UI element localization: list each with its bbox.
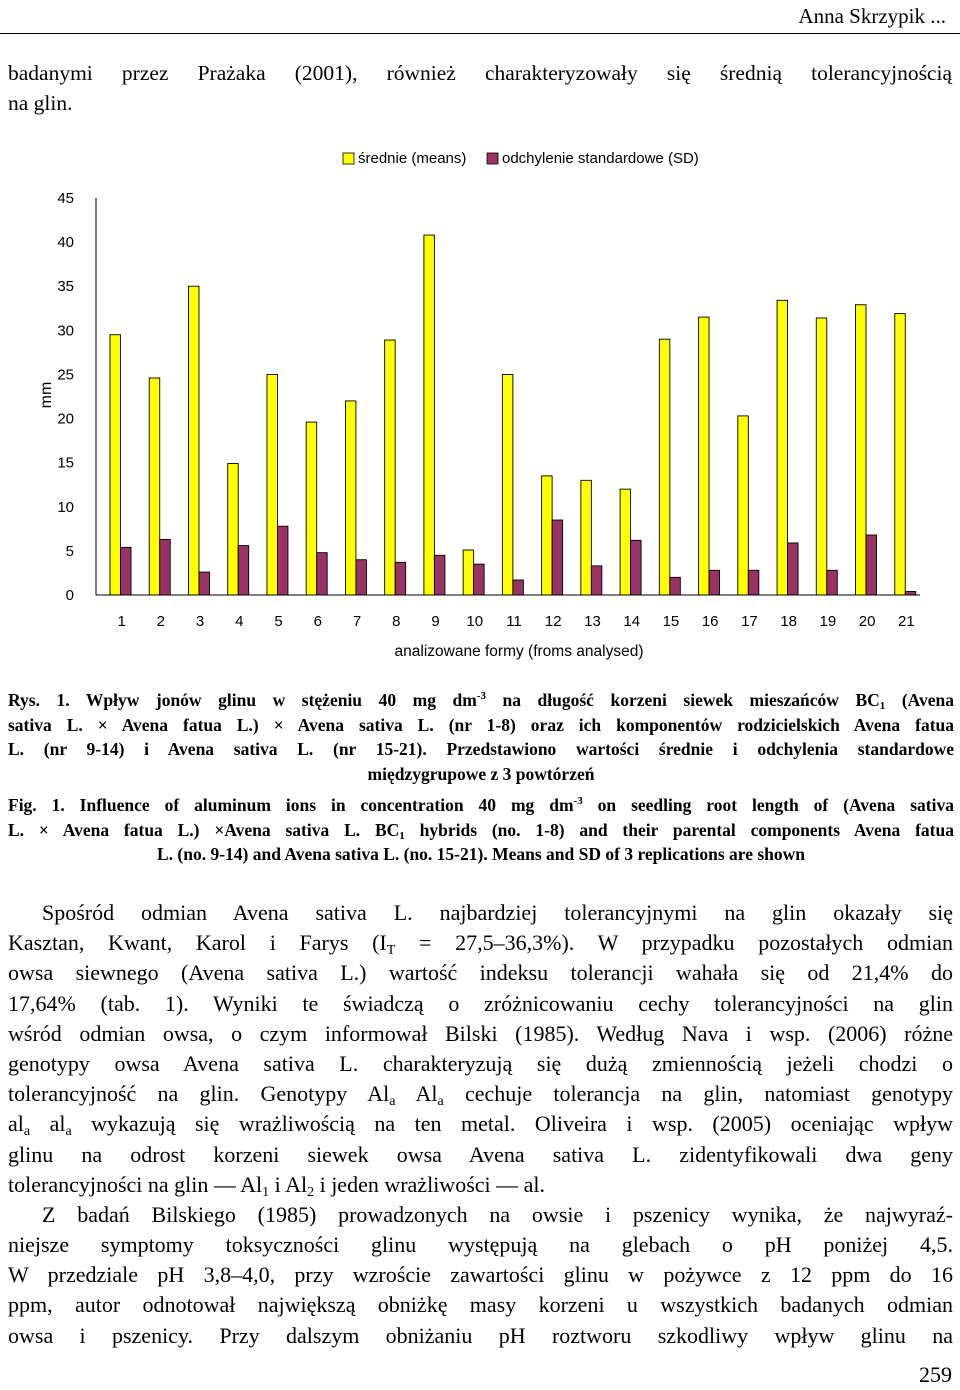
body-text (8, 898, 953, 1351)
x-tick-label: 9 (431, 613, 440, 630)
bar-sd (788, 543, 799, 595)
bar-sd (434, 555, 445, 595)
header-rule (0, 33, 960, 34)
bars (110, 235, 916, 595)
y-tick-label: 5 (65, 542, 74, 560)
bar-sd (552, 520, 563, 595)
caption-en-line3: L. (no. 9-14) and Avena sativa L. (no. 15-21). Means and SD of 3 replications are shown (156, 844, 806, 864)
bar-mean (228, 464, 239, 595)
bar-sd (709, 570, 720, 595)
caption-pl-line4: międzygrupowe z 3 powtórzeń (367, 763, 595, 784)
y-tick-label: 10 (57, 498, 74, 516)
page-number: 259 (919, 1362, 952, 1387)
bar-sd (317, 553, 328, 595)
body-line: ppm, autor odnotował największą obniżkę masy korzeni u wszystkich badanych odmian (8, 1292, 953, 1318)
bar-mean (385, 340, 396, 595)
y-tick-label: 35 (57, 278, 74, 296)
x-tick-label: 12 (544, 613, 562, 630)
y-axis-label: mm (38, 381, 55, 409)
body-line: glinu na odrost korzeni siewek owsa Avena sativa L. zidentyfikowali dwa geny (8, 1141, 953, 1167)
body-line: Z badań Bilskiego (1985) prowadzonych na owsie i pszenicy wynika, że najwyraź- (42, 1201, 953, 1227)
caption-en-line2: L. × Avena fatua L.) ×Avena sativa L. $BC_1$ hybrids (no. 1-8) and their parental components Avena fatua (8, 819, 954, 842)
x-tick-label: 21 (898, 613, 915, 630)
bar-sd (591, 566, 602, 595)
body-line: genotypy owsa Avena sativa L. charakteryzują się dużą zmiennością jeżeli chodzi o (8, 1050, 953, 1076)
bar-mean (581, 480, 592, 595)
intro-line: na glin. (8, 91, 73, 115)
caption-en-line1: Fig. 1. Influence of aluminum ions in concentration 40 mg $dm^{-3}$ on seedling root length of (Avena sativa (8, 795, 954, 815)
bar-sd (748, 570, 759, 595)
bar-mean (424, 235, 435, 595)
y-axis-ticks (57, 190, 74, 604)
y-tick-label: 25 (57, 366, 74, 384)
y-tick-label: 20 (57, 410, 74, 428)
legend-swatch-means (343, 153, 354, 164)
bar-mean (502, 374, 513, 595)
body-line: 17,64% (tab. 1). Wyniki te świadczą o zróżnicowaniu cechy tolerancyjności na glin (8, 990, 953, 1016)
bar-mean (463, 550, 474, 595)
caption-pl-line2: sativa L. × Avena fatua L.) × Avena sativa L. (nr 1-8) oraz ich komponentów rodzicielskich Avena fatua (8, 714, 954, 735)
x-tick-label: 17 (741, 613, 758, 630)
x-tick-label: 3 (195, 613, 205, 630)
bar-mean (659, 339, 670, 595)
bar-mean (542, 476, 553, 595)
body-line: $al_a$ $al_a$ wykazują się wrażliwością na ten metal. Oliveira i wsp. (2005) oceniając wpływ (8, 1111, 953, 1140)
x-tick-label: 1 (117, 613, 126, 630)
bar-sd (277, 526, 288, 595)
bar-sd (866, 535, 877, 595)
bar-mean (816, 318, 827, 595)
bar-sd (160, 539, 171, 595)
x-tick-label: 2 (156, 613, 166, 630)
bar-mean (856, 305, 867, 595)
x-tick-label: 8 (392, 613, 401, 630)
body-line: owsa siewnego (Avena sativa L.) wartość indeksu tolerancji wahała się od 21,4% do (8, 960, 953, 986)
bar-mean (110, 335, 121, 595)
caption-pl-line3: L. (nr 9-14) i Avena sativa L. (nr 15-21). Przedstawiono wartości średnie i odchylenia standardowe (8, 739, 954, 759)
bar-sd (474, 564, 485, 595)
body-line: Kasztan, Kwant, Karol i Farys $(I_T = 27,5-36,3\%)$. W przypadku pozostałych odmian (8, 930, 953, 959)
bar-mean (620, 489, 631, 595)
bar-sd (670, 577, 681, 595)
intro-line: badanymi przez Prażaka (2001), również charakteryzowały się średnią tolerancyjnością (8, 61, 952, 85)
chart-legend (343, 150, 699, 167)
y-tick-label: 30 (57, 322, 74, 340)
intro-paragraph (8, 58, 952, 118)
bar-mean (306, 422, 317, 595)
bar-mean (188, 286, 199, 595)
legend-label-sd: odchylenie standardowe (SD) (502, 150, 699, 167)
y-tick-label: 40 (57, 234, 74, 252)
bar-mean (699, 317, 710, 595)
x-tick-label: 13 (584, 613, 601, 630)
x-tick-label: 16 (701, 613, 719, 630)
figure-caption-english (8, 793, 954, 867)
body-line: wśród odmian owsa, o czym informował Bilski (1985). Według Nava i wsp. (2006) różne (8, 1020, 953, 1046)
bar-sd (356, 560, 367, 595)
y-tick-label: 0 (65, 587, 74, 604)
running-header: Anna Skrzypik ... (798, 4, 946, 28)
bar-mean (345, 401, 356, 595)
x-axis-label: analizowane formy (froms analysed) (394, 643, 644, 660)
x-tick-label: 4 (235, 613, 244, 630)
bar-sd (395, 562, 406, 595)
x-tick-label: 15 (662, 613, 680, 630)
x-tick-label: 7 (352, 613, 362, 630)
bar-mean (777, 300, 788, 595)
bar-mean (895, 314, 906, 595)
bar-mean (267, 374, 278, 595)
bar-sd (199, 572, 210, 595)
figure-caption-polish (8, 688, 954, 786)
caption-pl-line1: Rys. 1. Wpływ jonów glinu w stężeniu 40 mg $dm^{-3}$ na długość korzeni siewek mieszańców $BC_1$ (Avena (8, 690, 955, 712)
legend-label-means: średnie (means) (358, 150, 467, 167)
x-tick-label: 11 (506, 613, 522, 630)
x-tick-label: 20 (858, 613, 876, 630)
x-tick-label: 5 (274, 613, 283, 630)
bar-sd (905, 591, 916, 595)
x-tick-label: 14 (623, 613, 641, 630)
body-line: owsa i pszenicy. Przy dalszym obniżaniu pH roztworu szkodliwy wpływ glinu na (8, 1322, 953, 1348)
x-tick-label: 10 (466, 613, 484, 630)
legend-swatch-sd (487, 153, 498, 164)
body-line: tolerancyjność na glin. Genotypy $Al_a$ $Al_a$ cechuje tolerancja na glin, natomiast genotypy (8, 1081, 953, 1110)
body-line: Spośród odmian Avena sativa L. najbardziej tolerancyjnymi na glin okazały się (42, 900, 953, 925)
bar-sd (121, 547, 132, 595)
bar-mean (149, 378, 160, 595)
bar-sd (238, 546, 249, 595)
body-line: niejsze symptomy toksyczności glinu występują na glebach o pH poniżej 4,5. (8, 1232, 953, 1258)
x-tick-label: 18 (780, 613, 798, 630)
x-tick-label: 19 (819, 613, 837, 630)
bar-sd (513, 580, 524, 595)
body-line: tolerancyjności na glin — $Al_1$ i $Al_2$ i jeden wrażliwości — al. (8, 1171, 546, 1200)
y-tick-label: 15 (57, 454, 74, 472)
x-axis-ticks (117, 613, 914, 630)
body-line: W przedziale pH 3,8–4,0, przy wzroście zawartości glinu w pożywce z 12 ppm do 16 (8, 1262, 953, 1288)
caption-line (8, 688, 954, 713)
y-tick-label: 45 (57, 190, 74, 207)
caption-line (8, 793, 954, 818)
x-tick-label: 6 (313, 613, 322, 630)
caption-line (8, 818, 954, 843)
bar-mean (738, 416, 749, 595)
bar-chart (20, 140, 940, 670)
bar-sd (631, 540, 642, 595)
bar-sd (827, 570, 838, 595)
